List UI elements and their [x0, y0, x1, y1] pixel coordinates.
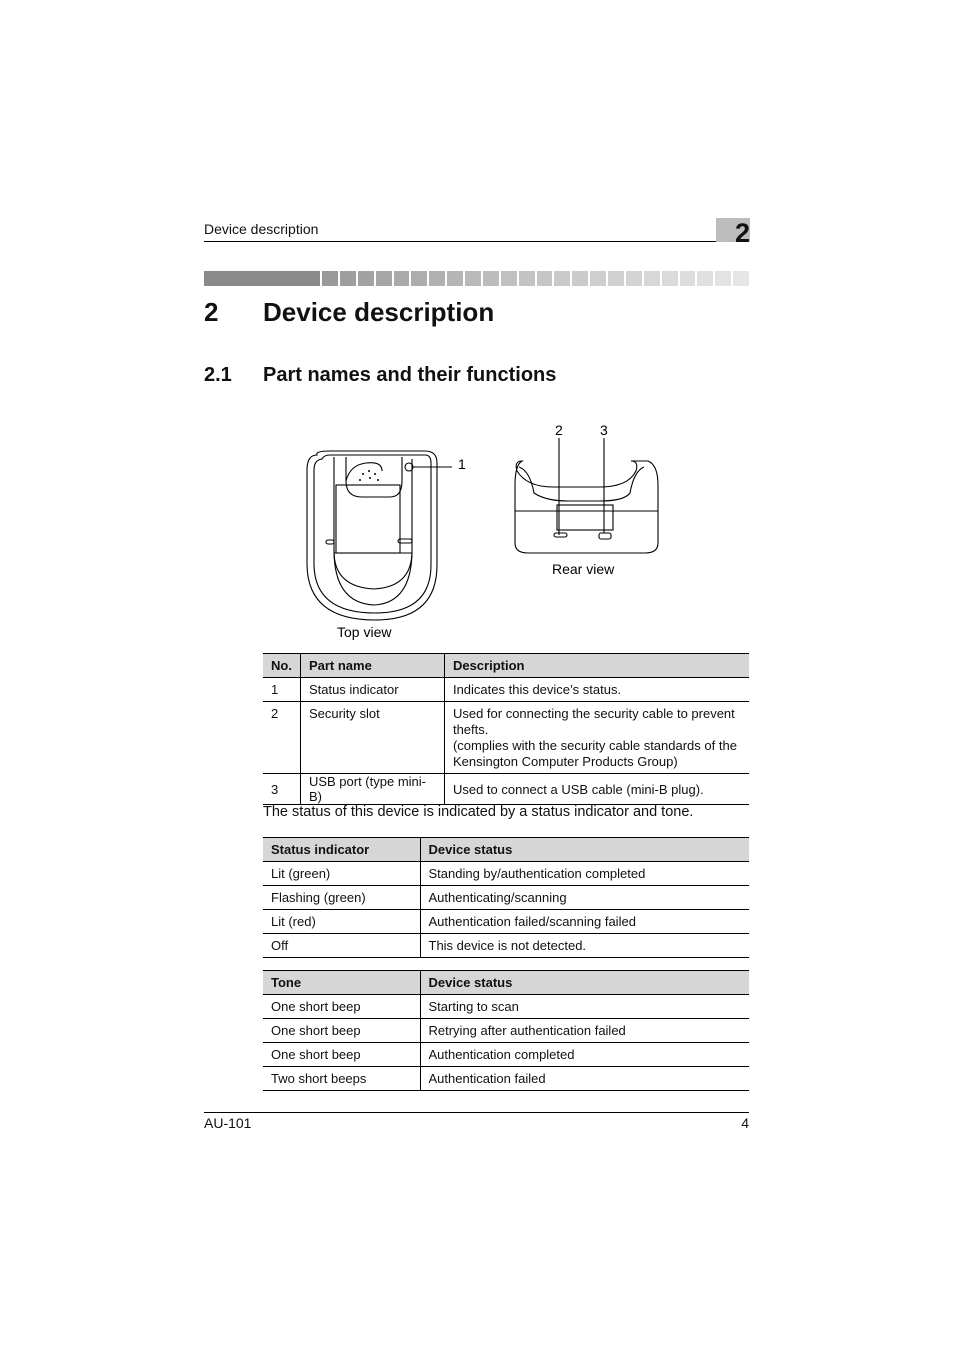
description-line: Kensington Computer Products Group)	[452, 754, 678, 769]
decorative-bar-segment	[680, 271, 696, 286]
tone-table	[263, 970, 749, 1091]
callout-1-label: 1	[458, 456, 466, 472]
decorative-bar-segment	[411, 271, 427, 286]
description-line: thefts.	[452, 722, 489, 737]
decorative-bar-segment	[644, 271, 660, 286]
decorative-bar-segment	[429, 271, 445, 286]
table-row	[263, 1067, 749, 1091]
cell-tone: One short beep	[263, 1043, 420, 1067]
column-header-device-status: Device status	[420, 838, 749, 862]
decorative-bar-segment	[519, 271, 535, 286]
decorative-bar-segment	[447, 271, 463, 286]
table-header-row	[263, 971, 749, 995]
column-header-description: Description	[444, 654, 749, 678]
decorative-bar-segment	[322, 271, 338, 286]
cell-device-status: Standing by/authentication completed	[420, 862, 749, 886]
decorative-bar-segment	[662, 271, 678, 286]
decorative-bar-segment	[394, 271, 410, 286]
cell-no: 3	[263, 774, 300, 805]
table-row	[263, 702, 749, 774]
cell-tone: Two short beeps	[263, 1067, 420, 1091]
cell-part-name: Security slot	[300, 702, 444, 774]
top-view-speaker-dots	[359, 470, 379, 481]
description-line: (complies with the security cable standards of the	[452, 738, 737, 753]
decorative-bar-segment	[376, 271, 392, 286]
cell-part-name: Status indicator	[300, 678, 444, 702]
cell-device-status: Authentication completed	[420, 1043, 749, 1067]
cell-no: 1	[263, 678, 300, 702]
table-row	[263, 886, 749, 910]
decorative-bar-segment	[554, 271, 570, 286]
column-header-no: No.	[263, 654, 300, 678]
cell-status-indicator: Lit (red)	[263, 910, 420, 934]
decorative-bar-segment	[501, 271, 517, 286]
footer-model: AU-101	[204, 1115, 252, 1131]
decorative-bar-segment	[465, 271, 481, 286]
table-header-row	[263, 838, 749, 862]
table-header-row	[263, 654, 749, 678]
column-header-status-indicator: Status indicator	[263, 838, 420, 862]
cell-status-indicator: Flashing (green)	[263, 886, 420, 910]
cell-device-status: Authentication failed/scanning failed	[420, 910, 749, 934]
table-row	[263, 934, 749, 958]
cell-device-status: Authenticating/scanning	[420, 886, 749, 910]
description-line: Used for connecting the security cable to prevent	[452, 706, 735, 721]
table-row	[263, 1043, 749, 1067]
status-indicator-table	[263, 837, 749, 958]
top-view-label: Top view	[337, 624, 392, 640]
table-row	[263, 678, 749, 702]
cell-tone: One short beep	[263, 995, 420, 1019]
column-header-part-name: Part name	[300, 654, 444, 678]
decorative-bar-segment	[572, 271, 588, 286]
decorative-bar-segment	[697, 271, 713, 286]
header-rule	[204, 241, 716, 242]
decorative-bar-segment	[715, 271, 731, 286]
decorative-bar-segment	[733, 271, 749, 286]
table-row	[263, 910, 749, 934]
table-row	[263, 995, 749, 1019]
rear-view-label: Rear view	[552, 561, 615, 577]
cell-device-status: Starting to scan	[420, 995, 749, 1019]
table-row	[263, 774, 749, 805]
top-view-device	[307, 451, 437, 620]
parts-table	[263, 653, 749, 805]
callout-3-label: 3	[600, 422, 608, 438]
cell-description	[444, 774, 749, 805]
cell-tone: One short beep	[263, 1019, 420, 1043]
decorative-bar-segment	[483, 271, 499, 286]
decorative-bar-segment	[590, 271, 606, 286]
footer-page-number: 4	[741, 1115, 749, 1131]
description-line: Used to connect a USB cable (mini-B plug).	[452, 781, 704, 797]
decorative-bar-segment	[358, 271, 374, 286]
column-header-tone: Tone	[263, 971, 420, 995]
cell-description	[444, 678, 749, 702]
cell-part-name: USB port (type mini-B)	[300, 774, 444, 805]
decorative-bar-segment	[626, 271, 642, 286]
chapter-badge: 2	[716, 218, 750, 242]
decorative-bar-segment	[608, 271, 624, 286]
description-line: Indicates this device’s status.	[452, 682, 622, 697]
chapter-title: Device description	[263, 297, 495, 327]
table-row	[263, 1019, 749, 1043]
decorative-bar-solid	[204, 271, 320, 286]
running-header-title: Device description	[204, 221, 319, 237]
status-intro-text: The status of this device is indicated by a status indicator and tone.	[263, 804, 694, 820]
cell-device-status: This device is not detected.	[420, 934, 749, 958]
device-illustration	[290, 415, 680, 645]
cell-no: 2	[263, 702, 300, 774]
cell-status-indicator: Off	[263, 934, 420, 958]
cell-status-indicator: Lit (green)	[263, 862, 420, 886]
section-number: 2.1	[204, 364, 232, 386]
cell-device-status: Retrying after authentication failed	[420, 1019, 749, 1043]
rear-view-device	[515, 461, 658, 553]
decorative-bar-segment	[340, 271, 356, 286]
footer-rule	[204, 1112, 749, 1113]
cell-description	[444, 702, 749, 774]
decorative-bar	[204, 271, 749, 286]
callout-2-label: 2	[555, 422, 563, 438]
cell-device-status: Authentication failed	[420, 1067, 749, 1091]
chapter-number: 2	[204, 297, 219, 327]
section-title: Part names and their functions	[263, 364, 557, 386]
table-row	[263, 862, 749, 886]
decorative-bar-segment	[537, 271, 553, 286]
column-header-device-status: Device status	[420, 971, 749, 995]
